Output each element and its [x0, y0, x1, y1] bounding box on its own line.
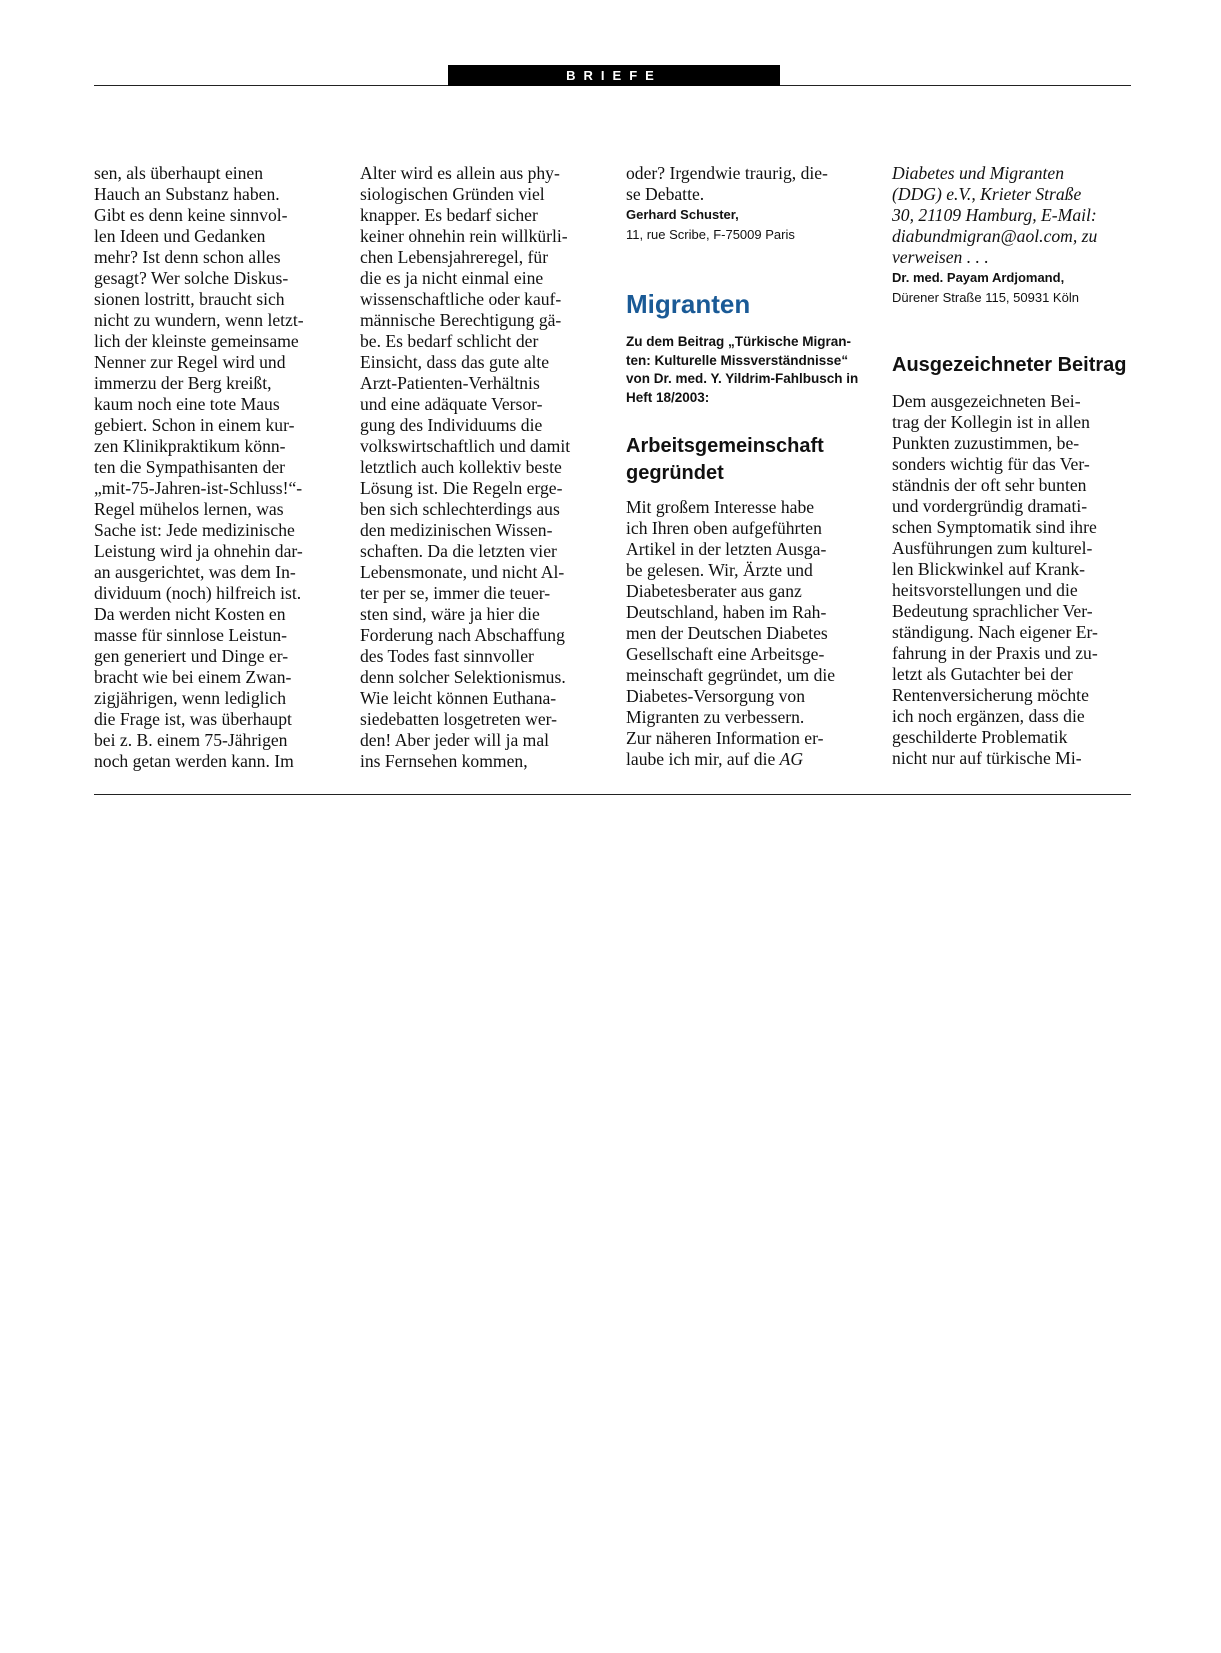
- letter-author-address: Dürener Straße 115, 50931 Köln: [892, 290, 1079, 305]
- letter-body-text: [626, 497, 866, 770]
- column-4: [892, 163, 1132, 769]
- letter-author: Gerhard Schuster,: [626, 207, 739, 222]
- column-2: [360, 163, 600, 772]
- column-3: [626, 163, 866, 770]
- letter-continuation-italic: Diabetes und Migranten (DDG) e.V., Krieter Straße 30, 21109 Hamburg, E-Mail: diabundmigran@aol.com, zu verweisen . . .: [892, 163, 1098, 267]
- column-1-text: sen, als überhaupt einen Hauch an Substanz haben. Gibt es denn keine sinnvol- len Ideen und Gedanken mehr? Ist denn schon alles gesagt? Wer solche Diskus- sionen lostritt, braucht sich nicht zu wundern, wenn letzt- lich der kleinste gemeinsame Nenner zur Regel wird und immerzu der Berg kreißt, kaum noch eine tote Maus gebiert. Schon in einem kur- zen Klinikpraktikum könn- ten die Sympathisanten der „mit-75-Jahren-ist-Schluss!“- Regel mühelos lernen, was Sache ist: Jede medizinische Leistung wird ja ohnehin dar- an ausgerichtet, was dem In- dividuum (noch) hilfreich ist. Da werden nicht Kosten en masse für sinnlose Leistun- gen generiert und Dinge er- bracht wie bei einem Zwan- zigjährigen, wenn lediglich die Frage ist, was überhaupt bei z. B. einem 75-Jährigen noch getan werden kann. Im: [94, 163, 304, 771]
- letter-body-italic: AG: [779, 749, 804, 769]
- section-heading: Migranten: [626, 289, 751, 319]
- column-1: [94, 163, 334, 772]
- bottom-rule: [94, 794, 1131, 795]
- letter-heading: Ausgezeichneter Beitrag: [892, 354, 1127, 376]
- letter-body-main: Mit großem Interesse habe ich Ihren oben aufgeführten Artikel in der letzten Ausga- be gelesen. Wir, Ärzte und Diabetesberater aus ganz Deutschland, haben im Rah- men der Deutschen Diabetes Gesellschaft eine Arbeitsge- meinschaft gegründet, um die Diabetes-Versorgung von Migranten zu verbessern. Zur näheren Information er- laube ich mir, auf die: [626, 497, 836, 769]
- column-2-text: Alter wird es allein aus phy- siologischen Gründen viel knapper. Es bedarf sicher keiner ohnehin rein willkürli- chen Lebensjahreregel, für die es ja nicht einmal eine wissenschaftliche oder kauf- männische Berechtigung gä- be. Es bedarf schlicht der Einsicht, dass das gute alte Arzt-Patienten-Verhältnis und eine adäquate Versor- gung des Individuums die volkswirtschaftlich und damit letztlich auch kollektiv beste Lösung ist. Die Regeln erge- ben sich schlechterdings aus den medizinischen Wissen- schaften. Da die letzten vier Lebensmonate, und nicht Al- ter per se, immer die teuer- sten sind, wäre ja hier die Forderung nach Abschaffung des Todes fast sinnvoller denn solcher Selektionismus. Wie leicht können Euthana- siedebatten losgetreten wer- den! Aber jeder will ja mal ins Fernsehen kommen,: [360, 163, 571, 771]
- section-label: BRIEFE: [448, 65, 780, 86]
- letter-body-text: Dem ausgezeichneten Bei- trag der Kollegin ist in allen Punkten zuzustimmen, be- sonders wichtig für das Ver- ständnis der oft sehr bunten und vordergründig dramati- schen Symptomatik sind ihre Ausführungen zum kulturel- len Blickwinkel auf Krank- heitsvorstellungen und die Bedeutung sprachlicher Ver- ständigung. Nach eigener Er- fahrung in der Praxis und zu- letzt als Gutachter bei der Rentenversicherung möchte ich noch ergänzen, dass die geschilderte Problematik nicht nur auf türkische Mi-: [892, 391, 1098, 768]
- letter-author-address: 11, rue Scribe, F-75009 Paris: [626, 227, 795, 242]
- letter-continuation-text: oder? Irgendwie traurig, die- se Debatte.: [626, 163, 828, 204]
- article-reference: Zu dem Beitrag „Türkische Migran- ten: Kulturelle Missverständnisse“ von Dr. med. Y. Yildrim-Fahlbusch in Heft 18/2003:: [626, 334, 859, 405]
- letter-heading: Arbeitsgemeinschaft gegründet: [626, 435, 824, 484]
- letter-author: Dr. med. Payam Ardjomand,: [892, 270, 1065, 285]
